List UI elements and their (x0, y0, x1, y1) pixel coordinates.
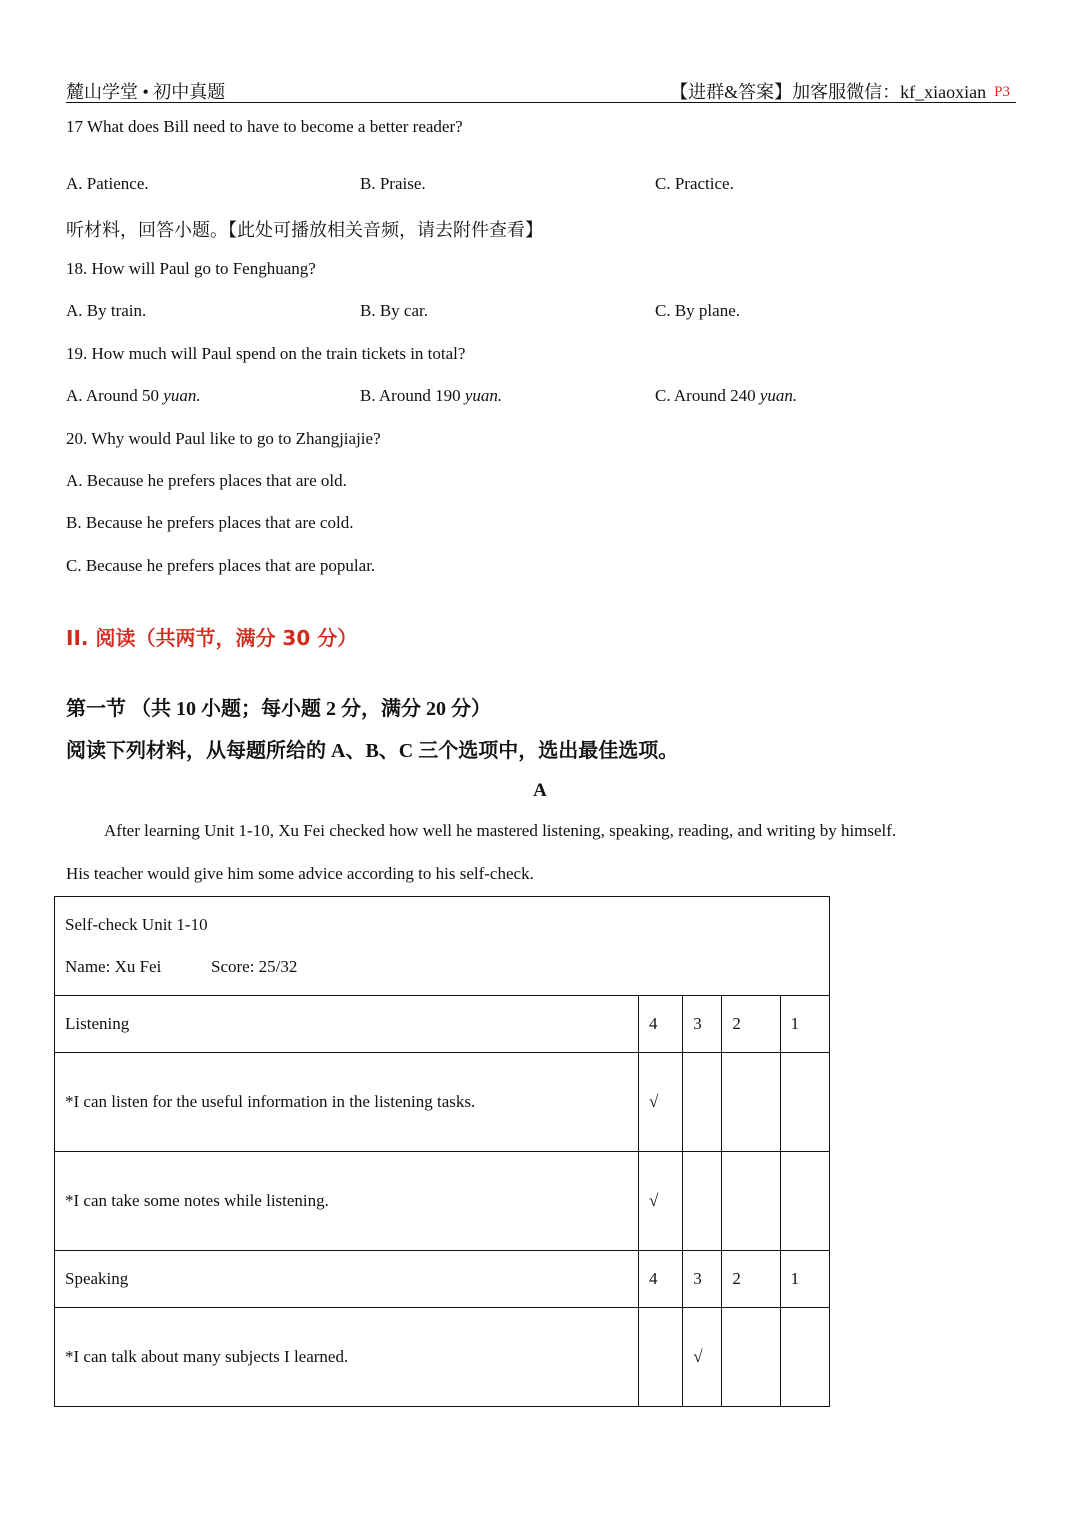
table-header-row (55, 897, 830, 996)
tick-cell-4: √ (638, 1152, 682, 1251)
section-title: II. 阅读（共两节，满分 30 分） (66, 626, 358, 650)
listening-instruction: 听材料，回答小题。【此处可播放相关音频，请去附件查看】 (66, 220, 543, 240)
table-row (55, 1152, 830, 1251)
part-title: 第一节 （共 10 小题；每小题 2 分，满分 20 分） (66, 698, 491, 720)
currency-unit: yuan. (163, 386, 201, 405)
scale-3: 3 (683, 996, 722, 1053)
scale-4: 4 (638, 1251, 682, 1308)
question-20-option-b: B. Because he prefers places that are cold. (66, 513, 354, 532)
scale-2: 2 (722, 1251, 780, 1308)
header-divider (66, 102, 1016, 103)
self-check-table (54, 896, 830, 1407)
table-title: Self-check Unit 1-10 (65, 915, 208, 934)
question-18-option-b: B. By car. (360, 301, 428, 320)
question-17-stem: 17 What does Bill need to have to become a better reader? (66, 117, 463, 136)
header-contact (670, 78, 1010, 104)
tick-cell-3: √ (683, 1308, 722, 1407)
option-text: B. Around 190 (360, 386, 465, 405)
header-contact-text: 【进群&答案】加客服微信：kf_xiaoxian (670, 82, 987, 102)
passage-label: A (533, 780, 547, 801)
question-19-option-b (360, 386, 502, 406)
question-20-option-c: C. Because he prefers places that are popular. (66, 556, 376, 575)
tick-cell-1 (780, 1308, 829, 1407)
passage-text-line-2: His teacher would give him some advice according to his self-check. (66, 864, 534, 883)
question-17-option-b: B. Praise. (360, 174, 426, 193)
table-group-row (55, 1251, 830, 1308)
option-text: C. Around 240 (655, 386, 760, 405)
tick-cell-2 (722, 1308, 780, 1407)
table-row (55, 1053, 830, 1152)
item-text: *I can talk about many subjects I learned. (55, 1308, 639, 1407)
passage-text-line-1: After learning Unit 1-10, Xu Fei checked how well he mastered listening, speaking, reading, and writing by himself. (104, 821, 897, 840)
tick-cell-3 (683, 1053, 722, 1152)
scale-3: 3 (683, 1251, 722, 1308)
student-info (65, 946, 819, 988)
item-text: *I can listen for the useful information in the listening tasks. (55, 1053, 639, 1152)
question-18-option-a: A. By train. (66, 301, 147, 320)
tick-cell-4 (638, 1308, 682, 1407)
scale-1: 1 (780, 1251, 829, 1308)
question-20-stem: 20. Why would Paul like to go to Zhangjiajie? (66, 429, 381, 448)
scale-2: 2 (722, 996, 780, 1053)
table-title-cell (55, 897, 830, 996)
tick-cell-3 (683, 1152, 722, 1251)
tick-cell-2 (722, 1053, 780, 1152)
header-source: 麓山学堂 • 初中真题 (66, 82, 226, 102)
question-18-option-c: C. By plane. (655, 301, 740, 320)
option-text: A. Around 50 (66, 386, 164, 405)
question-17-option-c: C. Practice. (655, 174, 734, 193)
page-number: P3 (994, 84, 1010, 100)
part-instruction: 阅读下列材料，从每题所给的 A、B、C 三个选项中，选出最佳选项。 (66, 740, 679, 762)
student-name: Name: Xu Fei (65, 957, 162, 976)
item-text: *I can take some notes while listening. (55, 1152, 639, 1251)
tick-cell-1 (780, 1152, 829, 1251)
question-19-option-a (66, 386, 201, 406)
currency-unit: yuan. (759, 386, 798, 405)
scale-4: 4 (638, 996, 682, 1053)
group-heading-listening: Listening (55, 996, 639, 1053)
question-20-option-a: A. Because he prefers places that are old. (66, 471, 347, 490)
group-heading-speaking: Speaking (55, 1251, 639, 1308)
tick-cell-4: √ (638, 1053, 682, 1152)
tick-cell-2 (722, 1152, 780, 1251)
question-18-stem: 18. How will Paul go to Fenghuang? (66, 259, 316, 278)
tick-cell-1 (780, 1053, 829, 1152)
question-19-option-c (655, 386, 797, 406)
student-score: Score: 25/32 (211, 957, 298, 976)
question-17-option-a: A. Patience. (66, 174, 149, 193)
table-row (55, 1308, 830, 1407)
question-19-stem: 19. How much will Paul spend on the train tickets in total? (66, 344, 466, 363)
scale-1: 1 (780, 996, 829, 1053)
table-group-row (55, 996, 830, 1053)
currency-unit: yuan. (464, 386, 503, 405)
